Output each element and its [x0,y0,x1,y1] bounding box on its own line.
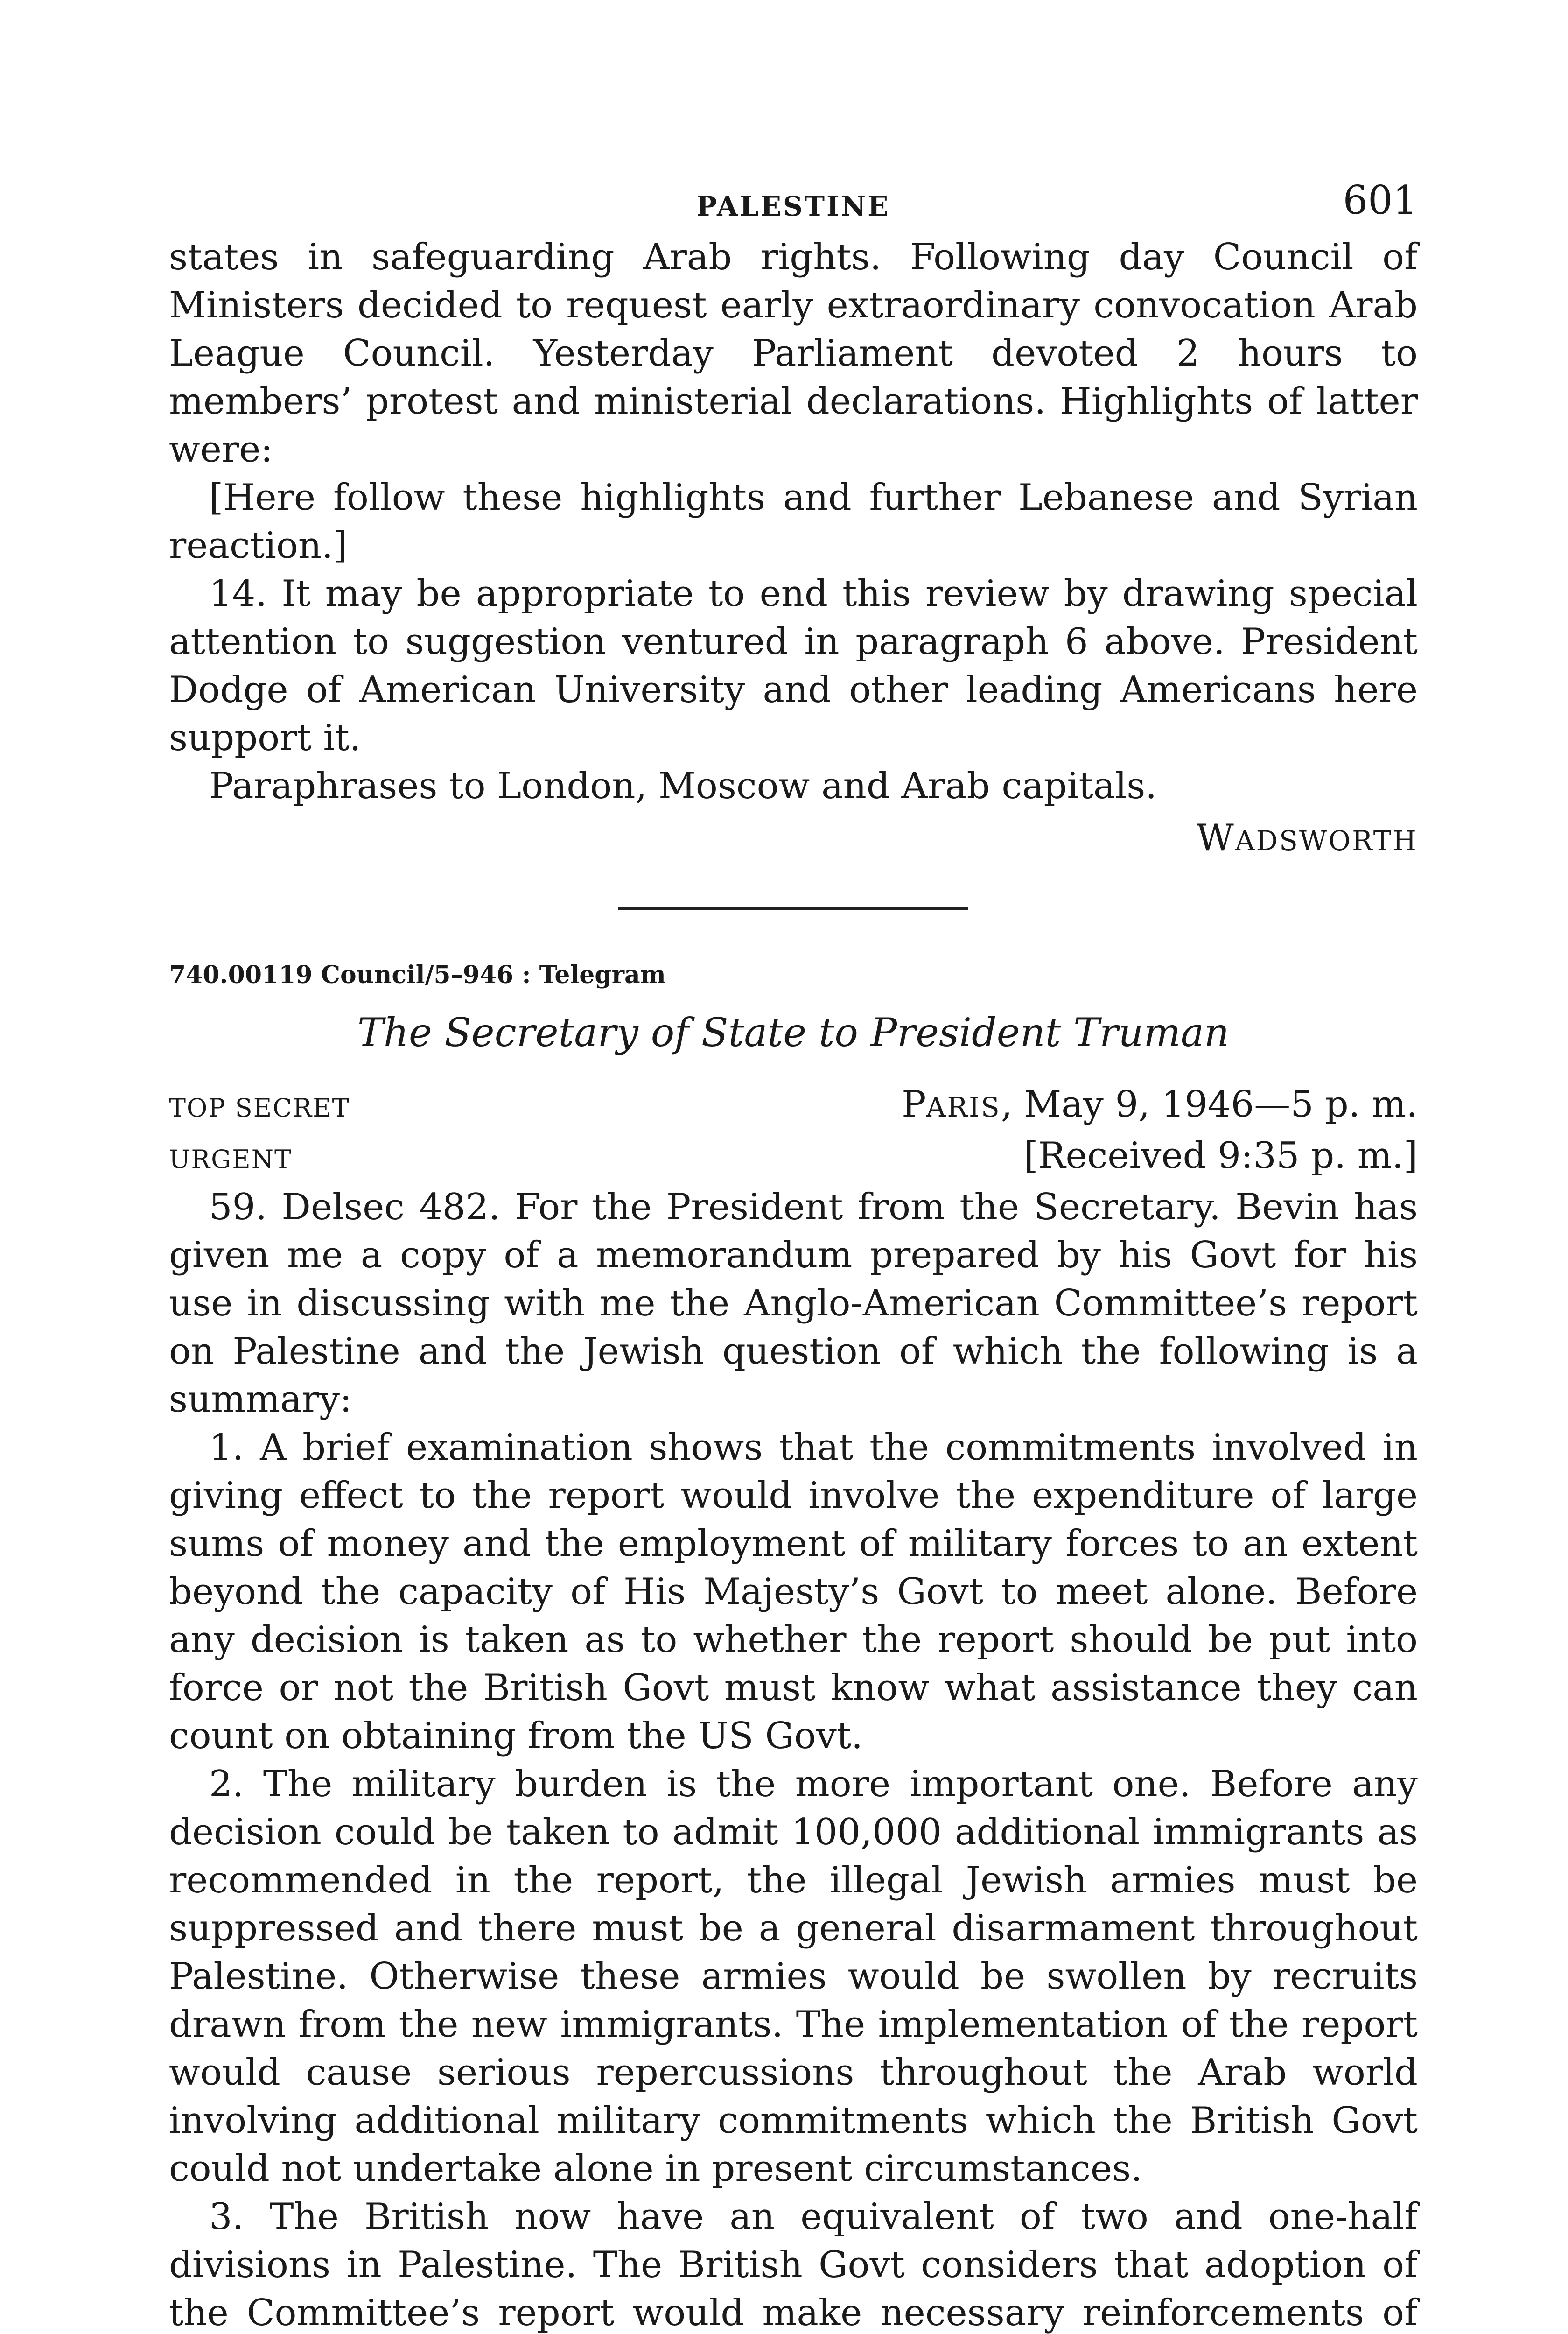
place-initial: P [902,1083,926,1125]
telegram-header-row-1 [169,1081,1418,1132]
continuation-paragraph: states in safeguarding Arab rights. Following day Council of Ministers decided to request early extraordinary convocation Arab League Council. Yesterday Parliament devoted 2 hours to members’ protest and ministerial declarations. Highlights of latter were: [169,236,1418,471]
signature-initial: W [1196,817,1235,859]
received-time: [Received 9:35 p. m.] [1024,1135,1418,1177]
place-date [902,1081,1418,1132]
telegram-paragraph: 1. A brief examination shows that the commitments involved in giving effect to the report would involve the expenditure of large sums of money and the employment of military forces to an extent beyond the capacity of His Majesty’s Govt to meet alone. Before any decision is taken as to whether the report should be put into force or not the British Govt must know what assistance they can count on obtaining from the US Govt. [169,1427,1418,1757]
telegram-paragraph: 59. Delsec 482. For the President from the Secretary. Bevin has given me a copy of a memorandum prepared by his Govt for his use in discussing with me the Anglo-American Committee’s report on Palestine and the Jewish question of which the following is a summary: [169,1186,1418,1420]
section-divider [618,907,968,910]
paragraph-14: 14. It may be appropriate to end this review by drawing special attention to suggestion ventured in paragraph 6 above. President Dodge of American University and other leading Americans here support it. [169,573,1418,759]
running-head [169,177,1418,233]
classification-top-secret: TOP SECRET [169,1093,350,1123]
editorial-note: [Here follow these highlights and further Lebanese and Syrian reaction.] [169,477,1418,567]
signature-rest: ADSWORTH [1235,825,1418,857]
telegram-paragraph: 2. The military burden is the more important one. Before any decision could be taken to admit 100,000 additional immigrants as recommended in the report, the illegal Jewish armies must be suppressed and there must be a general disarmament throughout Palestine. Otherwise these armies would be swollen by recruits drawn from the new immigrants. The implementation of the report would cause serious repercussions throughout the Arab world involving additional military commitments which the British Govt could not undertake alone in present circumstances. [169,1763,1418,2190]
classification-urgent: URGENT [169,1145,292,1174]
place-rest: ARIS [926,1091,1001,1123]
running-title: PALESTINE [696,190,890,222]
file-reference: 740.00119 Council/5–946 : Telegram [169,961,666,989]
page-number: 601 [1343,177,1418,223]
document-title: The Secretary of State to President Truman [357,1010,1230,1055]
telegram-header-row-2 [169,1132,1418,1183]
paraphrases-note: Paraphrases to London, Moscow and Arab capitals. [209,765,1157,807]
document-page [169,177,1418,2334]
date-time: , May 9, 1946—5 p. m. [1001,1083,1418,1125]
telegram-paragraph: 3. The British now have an equivalent of two and one-half divisions in Palestine. The British Govt considers that adoption of the Committee’s report would make necessary reinforcements of [169,2196,1418,2334]
signature [169,817,1418,862]
